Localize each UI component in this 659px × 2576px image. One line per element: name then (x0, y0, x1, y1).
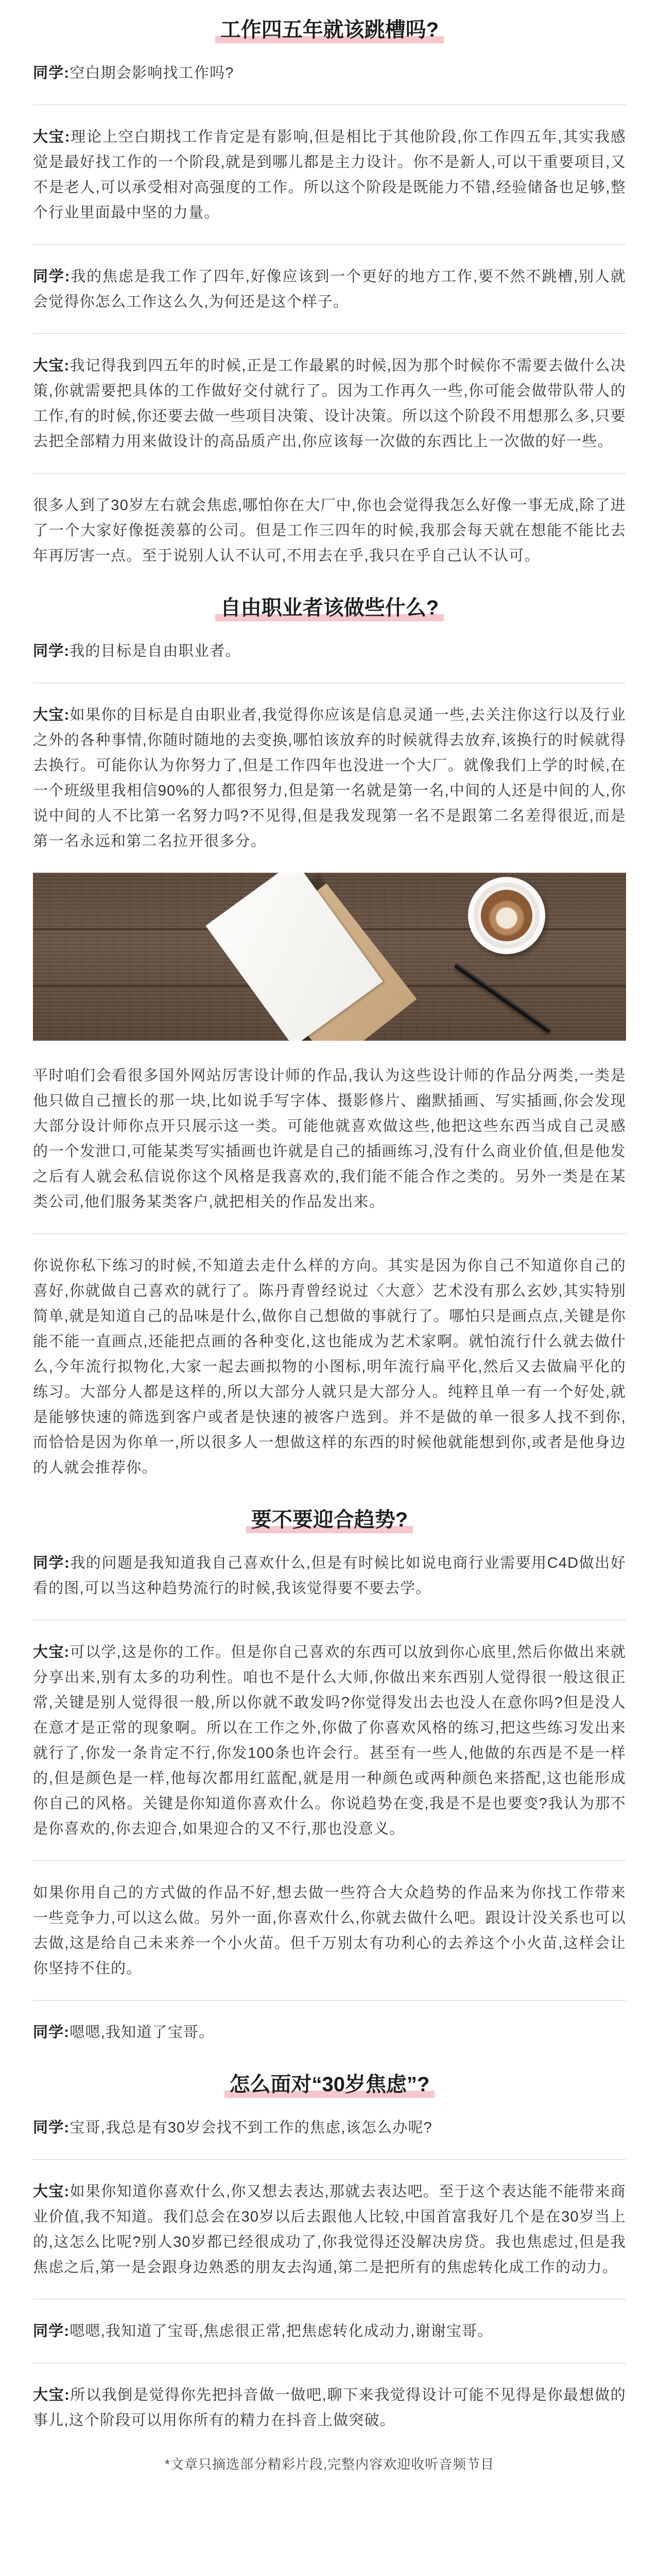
desk-photo (33, 873, 626, 1041)
paragraph (33, 1063, 626, 1215)
section-title-text: 自由职业者该做些什么? (218, 598, 441, 618)
latte-art (481, 890, 532, 941)
section-title (33, 1510, 626, 1530)
speaker-label: 大宝: (33, 707, 70, 723)
paragraph (33, 703, 626, 854)
paragraph (33, 61, 626, 86)
divider (33, 333, 626, 334)
section-title-text: 要不要迎合趋势? (249, 1510, 410, 1530)
paragraph (33, 353, 626, 454)
paragraph-text: 如果你用自己的方式做的作品不好,想去做一些符合大众趋势的作品来为你找工作带来一些竞争力,可以这么做。另外一面,你喜欢什么,你就去做什么吧。跟设计没关系也可以去做,这是给自己未来养一个小火苗。但千万别太有功利心的去养这个小火苗,这样会让你坚持不住的。 (33, 1885, 626, 1977)
paragraph (33, 264, 626, 315)
speaker-label: 同学: (33, 268, 71, 285)
paragraph-text: 理论上空白期找工作肯定是有影响,但是相比于其他阶段,你工作四五年,其实我感觉是最好找工作的一个阶段,就是到哪儿都是主力设计。你不是新人,可以干重要项目,又不是老人,可以承受相对高强度的工作。所以这个阶段是既能力不错,经验储备也足够,整个行业里面最中坚的力量。 (33, 129, 626, 221)
paragraph-text: 我的目标是自由职业者。 (70, 643, 241, 659)
paragraph (33, 1253, 626, 1481)
paragraph (33, 2020, 626, 2045)
speaker-label: 同学: (33, 2120, 70, 2136)
paragraph-text: 宝哥,我总是有30岁会找不到工作的焦虑,该怎么办呢? (70, 2120, 432, 2136)
paragraph-text: 如果你知道你喜欢什么,你又想去表达,那就去表达吧。至于这个表达能不能带来商业价值,我不知道。我们总会在30岁以后去跟他人比较,中国首富我好几个是在30岁当上的,这怎么比呢?别人30岁都已经很成功了,你我觉得还没解决房贷。我也焦虑过,但是我焦虑之后,第一是会跟身边熟悉的朋友去沟通,第二是把所有的焦虑转化成工作的动力。 (33, 2183, 626, 2276)
paragraph-text: 你说你私下练习的时候,不知道去走什么样的方向。其实是因为你自己不知道你自己的喜好,你就做自己喜欢的就行了。陈丹青曾经说过〈大意〉艺术没有那么玄妙,其实特别简单,就是知道自己的品味是什么,做你自己想做的事就行了。哪怕只是画点点,关键是你能不能一直画点,还能把点画的各种变化,这也能成为艺术家啊。就怕流行什么就去做什么,今年流行拟物化,大家一起去画拟物的小图标,明年流行扁平化,然后又去做扁平化的练习。大部分人都是这样的,所以大部分人就只是大部分人。纯粹且单一有一个好处,就是能够快速的筛选到客户或者是快速的被客户选到。并不是做的单一很多人找不到你,而恰恰是因为你单一,所以很多人一想做这样的东西的时候他就能想到你,或者是他身边的人就会推荐你。 (33, 1258, 626, 1476)
paragraph-text: 平时咱们会看很多国外网站厉害设计师的作品,我认为这些设计师的作品分两类,一类是他只做自己擅长的那一块,比如说手写字体、摄影修片、幽默插画、写实插画,你会发现大部分设计师你点开只展示这一类。可能他就喜欢做这些,他把这些东西当成自己灵感的一个发泄口,可能某类写实插画也许就是自己的插画练习,没有什么商业价值,但是他发之后有人就会私信说你这个风格是我喜欢的,我们能不能合作之类的。另外一类是在某类公司,他们服务某类客户,就把相关的作品发出来。 (33, 1067, 626, 1210)
speaker-label: 大宝: (33, 1644, 70, 1660)
divider (33, 2000, 626, 2001)
paragraph (33, 493, 626, 569)
paragraph-text: 我记得我到四五年的时候,正是工作最累的时候,因为那个时候你不需要去做什么决策,你就需要把具体的工作做好交付就行了。因为工作再久一些,你可能会做带队带人的工作,有的时候,你还要去做一些项目决策、设计决策。所以这个阶段不用想那么多,只要去把全部精力用来做设计的高品质产出,你应该每一次做的东西比上一次做的好一些。 (33, 358, 626, 450)
paragraph (33, 1880, 626, 1981)
paragraph-text: 嗯嗯,我知道了宝哥。 (70, 2024, 215, 2041)
paragraph (33, 125, 626, 226)
paragraph (33, 639, 626, 664)
paragraph-text: 我的焦虑是我工作了四年,好像应该到一个更好的地方工作,要不然不跳槽,别人就会觉得你怎么工作这么久,为何还是这个样子。 (33, 268, 626, 310)
paragraph-text: 所以我倒是觉得你先把抖音做一做吧,聊下来我觉得设计可能不见得是你最想做的事儿,这个阶段可以用你所有的精力在抖音上做突破。 (33, 2387, 626, 2429)
paragraph-text: 空白期会影响找工作吗? (70, 65, 234, 81)
paragraph (33, 1640, 626, 1842)
speaker-label: 同学: (33, 65, 70, 81)
section-spacer (33, 1499, 626, 1510)
section-spacer (33, 2064, 626, 2074)
paragraph-text: 如果你的目标是自由职业者,我觉得你应该是信息灵通一些,去关注你这行以及行业之外的各种事情,你随时随地的去变换,哪怕该放弃的时候就得去放弃,该换行的时候就得去换行。可能你认为你努力了,但是工作四年也没进一个大厂。就像我们上学的时候,在一个班级里我相信90%的人都很努力,但是第一名就是第一名,中间的人还是中间的人,你说中间的人不比第一名努力吗?不见得,但是我发现第一名不是跟第二名差得很近,而是第一名永远和第二名拉开很多分。 (33, 707, 626, 850)
section-title (33, 20, 626, 40)
speaker-label: 大宝: (33, 2183, 70, 2200)
article (33, 0, 626, 2473)
speaker-label: 大宝: (33, 358, 70, 374)
speaker-label: 同学: (33, 2024, 70, 2041)
divider (33, 1233, 626, 1234)
paragraph-text: 可以学,这是你的工作。但是你自己喜欢的东西可以放到你心底里,然后你做出来就分享出来,别有太多的功利性。咱也不是什么大师,你做出来东西别人觉得很一般这很正常,关键是别人觉得很一般,所以你就不敢发吗?你觉得发出去也没人在意你吗?但是没人在意才是正常的现象啊。所以在工作之外,你做了你喜欢风格的练习,把这些练习发出来就行了,你发一条肯定不行,你发100条也许会行。甚至有一些人,他做的东西是不是一样的,但是颜色是一样,他每次都用红蓝配,就是用一种颜色或两种颜色来搭配,这也能形成你自己的风格。关键是你知道你喜欢什么。你说趋势在变,我是不是也要变?我认为那不是你喜欢的,你去迎合,如果迎合的又不行,那也没意义。 (33, 1644, 626, 1837)
paragraph (33, 1551, 626, 1601)
section-title-text: 工作四五年就该跳槽吗? (218, 20, 441, 40)
speaker-label: 大宝: (33, 2387, 71, 2403)
section-title-text: 怎么面对“30岁焦虑”? (228, 2074, 432, 2095)
paragraph (33, 2115, 626, 2141)
section-title (33, 2074, 626, 2095)
footnote: *文章只摘选部分精彩片段,完整内容欢迎收听音频节目 (164, 2456, 495, 2472)
paragraph-text: 很多人到了30岁左右就会焦虑,哪怕你在大厂中,你也会觉得我怎么好像一事无成,除了进了一个大家好像挺羡慕的公司。但是工作三四年的时候,我那会每天就在想能不能比去年再厉害一点。至于说别人认不认可,不用去在乎,我只在乎自己认不认可。 (33, 497, 626, 564)
paragraph (33, 2319, 626, 2344)
divider (33, 2159, 626, 2160)
paragraph (33, 2179, 626, 2280)
speaker-label: 同学: (33, 1555, 70, 1571)
pen (454, 962, 551, 1033)
paragraph-text: 我的问题是我知道我自己喜欢什么,但是有时候比如说电商行业需要用C4D做出好看的图,可以当这种趋势流行的时候,我该觉得要不要去学。 (33, 1555, 626, 1597)
section-spacer (33, 587, 626, 598)
section-title (33, 598, 626, 618)
divider (33, 244, 626, 245)
paragraph-text: 嗯嗯,我知道了宝哥,焦虑很正常,把焦虑转化成动力,谢谢宝哥。 (70, 2323, 493, 2340)
divider (33, 1860, 626, 1861)
paragraph (33, 2383, 626, 2433)
speaker-label: 大宝: (33, 129, 71, 145)
speaker-label: 同学: (33, 643, 70, 659)
speaker-label: 同学: (33, 2323, 70, 2340)
